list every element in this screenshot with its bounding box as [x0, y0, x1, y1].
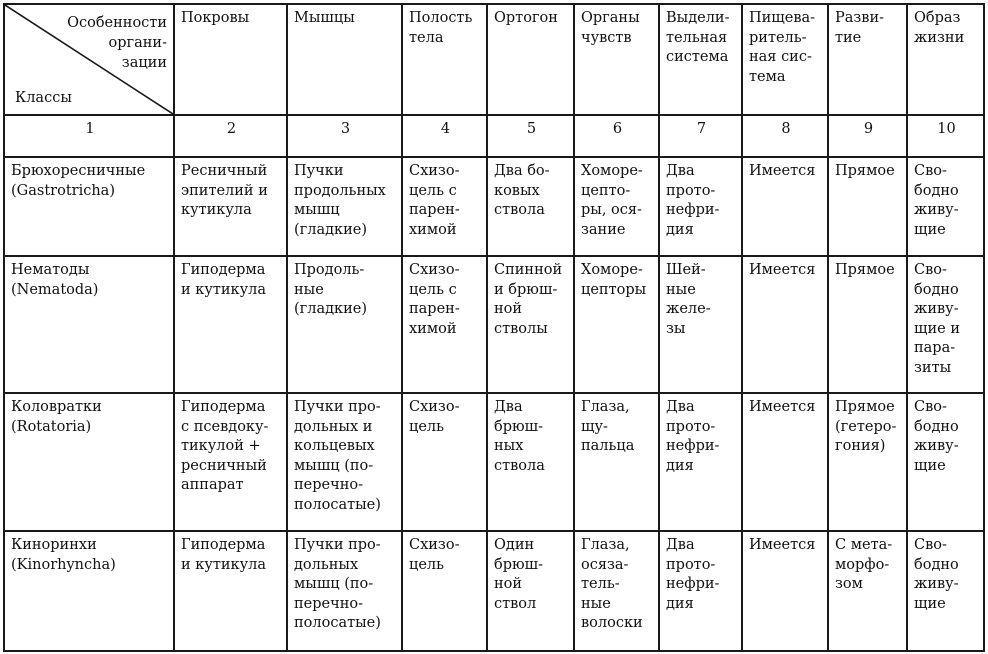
column-number: 10 — [907, 115, 984, 157]
column-header: Органы чувств — [574, 4, 659, 115]
class-name-cell: Коловратки (Rotatoria) — [4, 393, 174, 531]
column-number: 5 — [487, 115, 574, 157]
table-row — [4, 393, 984, 531]
table-cell: Имеется — [742, 157, 828, 256]
table-row — [4, 256, 984, 393]
class-name-cell: Брюхоресничные (Gastrotricha) — [4, 157, 174, 256]
table-cell: Гиподерма и кутикула — [174, 531, 287, 651]
table-cell: Ресничный эпителий и кутикула — [174, 157, 287, 256]
column-number: 9 — [828, 115, 907, 157]
column-header: Разви- тие — [828, 4, 907, 115]
table-container — [3, 3, 985, 652]
column-header: Выдели- тельная система — [659, 4, 742, 115]
table-cell: Глаза, щу- пальца — [574, 393, 659, 531]
column-number: 6 — [574, 115, 659, 157]
table-cell: Схизо- цель — [402, 393, 487, 531]
table-cell: Два прото- нефри- дия — [659, 531, 742, 651]
table-cell: Два прото- нефри- дия — [659, 157, 742, 256]
table-cell: Схизо- цель — [402, 531, 487, 651]
class-name-cell: Киноринхи (Kinorhyncha) — [4, 531, 174, 651]
table-row — [4, 531, 984, 651]
column-number: 2 — [174, 115, 287, 157]
table-row — [4, 157, 984, 256]
table-cell: Сво- бодно живу- щие — [907, 531, 984, 651]
table-cell: Пучки продольных мышц (гладкие) — [287, 157, 402, 256]
column-number: 3 — [287, 115, 402, 157]
class-name-cell: Нематоды (Nematoda) — [4, 256, 174, 393]
table-cell: Схизо- цель с парен- химой — [402, 157, 487, 256]
table-cell: Сво- бодно живу- щие — [907, 157, 984, 256]
table-cell: Имеется — [742, 531, 828, 651]
column-header: Ортогон — [487, 4, 574, 115]
column-header: Пищева- ритель- ная сис- тема — [742, 4, 828, 115]
column-number: 8 — [742, 115, 828, 157]
table-cell: Продоль- ные (гладкие) — [287, 256, 402, 393]
column-number: 1 — [4, 115, 174, 157]
corner-features-label: Особенности органи- зации — [67, 15, 167, 71]
corner-classes-label: Классы — [15, 89, 72, 106]
column-header: Образ жизни — [907, 4, 984, 115]
table-cell: Два бо- ковых ствола — [487, 157, 574, 256]
header-corner-cell — [4, 4, 174, 115]
table-cell: Один брюш- ной ствол — [487, 531, 574, 651]
table-cell: Сво- бодно живу- щие и пара- зиты — [907, 256, 984, 393]
table-cell: Спинной и брюш- ной стволы — [487, 256, 574, 393]
table-cell: Сво- бодно живу- щие — [907, 393, 984, 531]
table-cell: Глаза, осяза- тель- ные волоски — [574, 531, 659, 651]
column-number: 4 — [402, 115, 487, 157]
column-number-row — [4, 115, 984, 157]
table-cell: С мета- морфо- зом — [828, 531, 907, 651]
column-header: Мышцы — [287, 4, 402, 115]
table-cell: Прямое (гетеро- гония) — [828, 393, 907, 531]
column-number: 7 — [659, 115, 742, 157]
column-header: Покровы — [174, 4, 287, 115]
table-cell: Хоморе- цепто- ры, ося- зание — [574, 157, 659, 256]
table-cell: Прямое — [828, 256, 907, 393]
table-cell: Прямое — [828, 157, 907, 256]
table-cell: Два брюш- ных ствола — [487, 393, 574, 531]
table-cell: Хоморе- цепторы — [574, 256, 659, 393]
table-cell: Пучки про- дольных и кольцевых мышц (по- перечно- полосатые) — [287, 393, 402, 531]
table-cell: Шей- ные желе- зы — [659, 256, 742, 393]
table-cell: Пучки про- дольных мышц (по- перечно- полосатые) — [287, 531, 402, 651]
table-cell: Имеется — [742, 256, 828, 393]
table-cell: Схизо- цель с парен- химой — [402, 256, 487, 393]
table-cell: Гиподерма и кутикула — [174, 256, 287, 393]
header-row — [4, 4, 984, 115]
table-cell: Два прото- нефри- дия — [659, 393, 742, 531]
comparison-table — [3, 3, 985, 652]
column-header: Полость тела — [402, 4, 487, 115]
table-cell: Имеется — [742, 393, 828, 531]
table-cell: Гиподерма с псевдоку- тикулой + ресничный аппарат — [174, 393, 287, 531]
